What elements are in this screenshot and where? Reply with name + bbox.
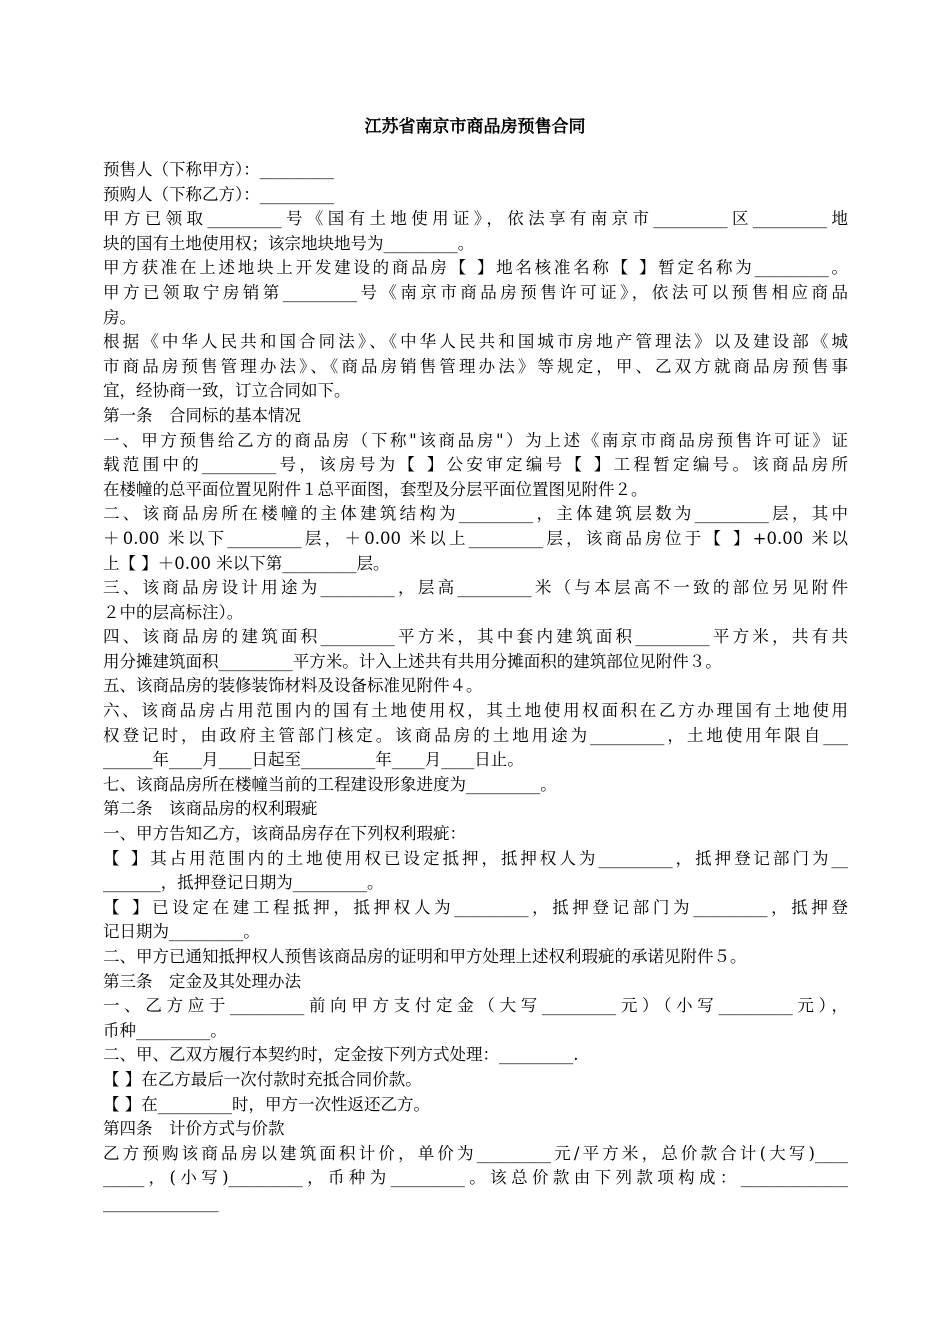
text-line: 五、该商品房的装修装饰材料及设备标准见附件４。	[103, 676, 483, 696]
text-line: 一、甲方告知乙方，该商品房存在下列权利瑕疵：	[103, 824, 466, 844]
text-line: 乙方预购该商品房以建筑面积计价，单价为_________元/平方米，总价款合计(大写)____	[103, 1143, 848, 1163]
text-line: 上【 】＋0.00 米以下第_________层。	[103, 553, 390, 573]
document-title: 江苏省南京市商品房预售合同	[364, 117, 586, 137]
text-line: 二、甲、乙双方履行本契约时，定金按下列方式处理：_________.	[103, 1045, 579, 1065]
text-line: ２中的层高标注）。	[103, 602, 244, 622]
text-line: 甲方已领取_________号《国有土地使用证》，依法享有南京市_________区_________地	[103, 209, 848, 229]
text-line: 二、该商品房所在楼幢的主体建筑结构为_________，主体建筑层数为_________层，其中	[103, 504, 848, 524]
text-line: 根据《中华人民共和国合同法》、《中华人民共和国城市房地产管理法》以及建设部《城	[103, 332, 848, 352]
text-line: 预售人（下称甲方）：_________	[103, 160, 334, 179]
text-line: 四、该商品房的建筑面积_________平方米，其中套内建筑面积_________平方米，共有共	[103, 627, 848, 647]
text-line: 【 】其占用范围内的土地使用权已设定抵押，抵押权人为_________，抵押登记部门为__	[103, 848, 848, 868]
text-line: 权登记时，由政府主管部门核定。该商品房的土地用途为_________，土地使用年限自___	[103, 725, 848, 745]
text-line: 宜，经协商一致，订立合同如下。	[103, 381, 351, 401]
text-line: 房。	[103, 307, 136, 327]
text-line: 【 】在乙方最后一次付款时充抵合同价款。	[103, 1069, 422, 1089]
text-line: 块的国有土地使用权；该宗地块地号为_________。	[103, 233, 475, 253]
text-line: 市商品房预售管理办法》、《商品房销售管理办法》等规定，甲、乙双方就商品房预售事	[103, 356, 848, 376]
text-line: 一、甲方预售给乙方的商品房（下称"该商品房"）为上述《南京市商品房预售许可证》证	[103, 430, 848, 450]
text-line: 二、甲方已通知抵押权人预售该商品房的证明和甲方处理上述权利瑕疵的承诺见附件５。	[103, 947, 747, 966]
text-line: 用分摊建筑面积_________平方米。计入上述共有共用分摊面积的建筑部位见附件３。	[103, 651, 722, 671]
text-line: 六、该商品房占用范围内的国有土地使用权，其土地使用权面积在乙方办理国有土地使用	[103, 701, 848, 721]
text-line: 载范围中的_________号，该房号为【 】公安审定编号【 】工程暂定编号。该商品房所	[103, 455, 848, 475]
text-line: 预购人（下称乙方）：_________	[103, 184, 334, 204]
text-line: 七、该商品房所在楼幢当前的工程建设形象进度为_________。	[103, 774, 557, 794]
text-line: ＋0.00 米以下_________层，＋0.00 米以上_________层，该商品房位于【 】+0.00 米以	[103, 528, 848, 548]
text-line: 一、乙方应于_________前向甲方支付定金（大写_________元）（小写_________元），	[103, 996, 848, 1016]
text-line: 在楼幢的总平面位置见附件１总平面图，套型及分层平面位置图见附件２。	[103, 479, 648, 499]
text-line: 【 】已设定在建工程抵押，抵押权人为_________，抵押登记部门为_________，抵押登	[103, 897, 848, 917]
text-line: ______________	[103, 1192, 219, 1212]
section-heading: 第三条 定金及其处理办法	[103, 971, 301, 991]
text-line: 币种_________。	[103, 1020, 227, 1040]
text-line: 【 】在_________时，甲方一次性返还乙方。	[103, 1094, 430, 1114]
text-line: _______，抵押登记日期为_________。	[103, 873, 384, 893]
text-line: 甲方获准在上述地块上开发建设的商品房【 】地名核准名称【 】暂定名称为_________。	[103, 258, 848, 278]
text-line: ______年____月____日起至_________年____月____日止。	[103, 750, 524, 770]
section-heading: 第一条 合同标的基本情况	[103, 405, 301, 425]
text-line: 甲方已领取宁房销第_________号《南京市商品房预售许可证》，依法可以预售相应商品	[103, 282, 848, 302]
section-heading: 第四条 计价方式与价款	[103, 1119, 285, 1139]
contract-body	[103, 158, 848, 1216]
text-line: 三、该商品房设计用途为_________，层高_________米（与本层高不一致的部位另见附件	[103, 578, 848, 598]
text-line: 记日期为_________。	[103, 922, 260, 942]
section-heading: 第二条 该商品房的权利瑕疵	[103, 799, 318, 819]
text-line: _____，(小写)_________，币种为_________。该总价款由下列款项构成：_____________	[103, 1168, 848, 1188]
